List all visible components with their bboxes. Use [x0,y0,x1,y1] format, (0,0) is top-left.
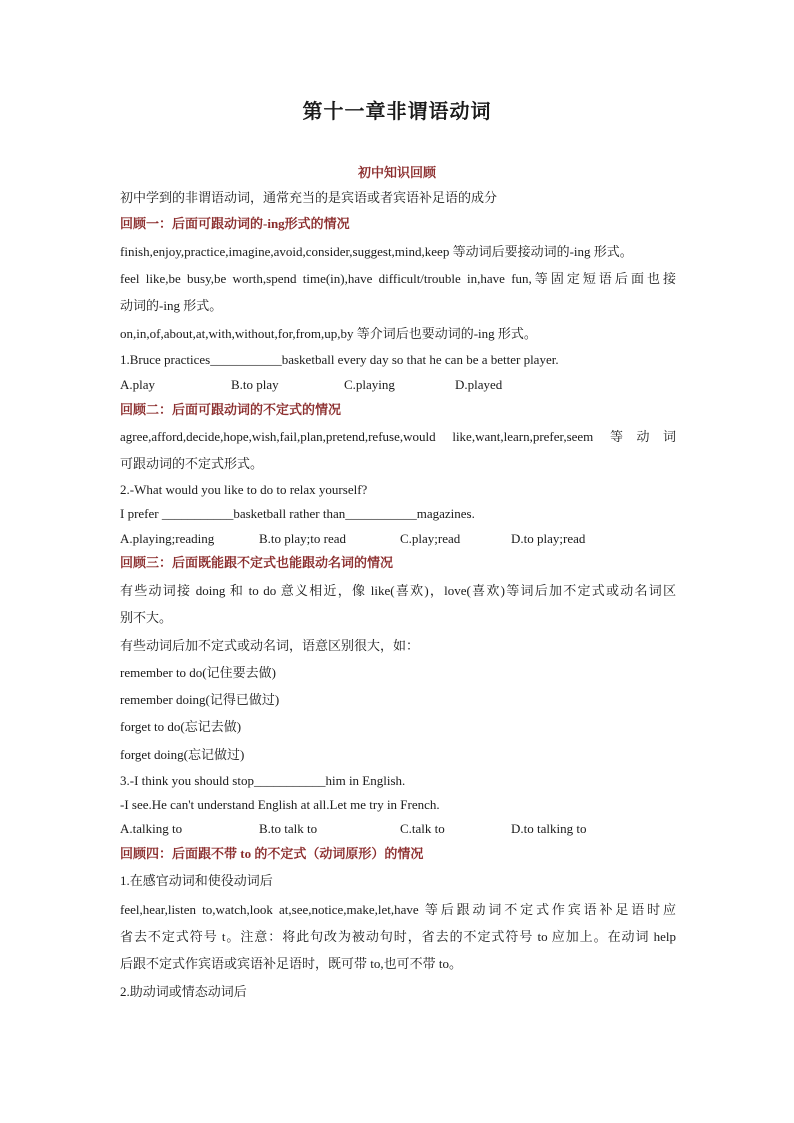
option-a: A.talking to [120,821,183,836]
review4-subsection-2: 2.助动词或情态动词后 [120,984,247,999]
option-d: D.to talking to [511,821,587,836]
review3-paragraph-1b: 别不大。 [120,610,173,625]
option-b: B.to talk to [259,821,318,836]
review1-paragraph-1: finish,enjoy,practice,imagine,avoid,consider,suggest,mind,keep 等动词后要接动词的-ing 形式。 [120,244,633,259]
review2-paragraph-1b: 可跟动词的不定式形式。 [120,456,264,471]
option-c: C.play;read [400,531,461,546]
option-b: B.to play [231,377,279,392]
option-d: D.played [455,377,503,392]
review2-paragraph-1a: agree,afford,decide,hope,wish,fail,plan,pretend,refuse,would like,want,learn,prefer,seem 等动词 [120,429,676,444]
question-3-reply: -I see.He can't understand English at all.Let me try in French. [120,797,440,812]
question-2-prompt: 2.-What would you like to do to relax yourself? [120,482,368,497]
question-2-sentence: I prefer ___________basketball rather than___________magazines. [120,506,475,521]
review3-paragraph-2: 有些动词后加不定式或动名词，语意区别很大，如： [120,638,420,653]
question-3-prompt: 3.-I think you should stop___________him in English. [120,773,406,788]
example-2: remember doing(记得已做过) [120,692,280,707]
option-a: A.playing;reading [120,531,215,546]
example-1: remember to do(记住要去做) [120,665,276,680]
question-1: 1.Bruce practices___________basketball every day so that he can be a better player. [120,352,559,367]
review2-heading: 回顾二：后面可跟动词的不定式的情况 [120,402,342,417]
review4-heading: 回顾四：后面跟不带 to 的不定式（动词原形）的情况 [120,846,424,861]
intro-text: 初中学到的非谓语动词，通常充当的是宾语或者宾语补足语的成分 [120,190,498,205]
chapter-title: 第十一章非谓语动词 [302,101,492,123]
review1-paragraph-2a: feel like,be busy,be worth,spend time(in),have difficult/trouble in,have fun,等固定短语后面也接 [120,271,676,286]
example-4: forget doing(忘记做过) [120,747,245,762]
option-c: C.talk to [400,821,445,836]
review1-heading: 回顾一：后面可跟动词的-ing形式的情况 [120,216,350,231]
review1-paragraph-2b: 动词的-ing 形式。 [120,298,223,313]
review4-paragraph-1c: 后跟不定式作宾语或宾语补足语时，既可带 to,也可不带 to。 [120,956,462,971]
review4-paragraph-1b: 省去不定式符号 t。注意：将此句改为被动句时，省去的不定式符号 to 应加上。在动词 help [120,929,676,944]
review1-paragraph-3: on,in,of,about,at,with,without,for,from,up,by 等介词后也要动词的-ing 形式。 [120,326,537,341]
option-c: C.playing [344,377,395,392]
example-3: forget to do(忘记去做) [120,719,242,734]
review3-paragraph-1a: 有些动词接 doing 和 to do 意义相近，像 like(喜欢)，love(喜欢)等词后加不定式或动名词区 [120,583,676,598]
option-b: B.to play;to read [259,531,347,546]
option-a: A.play [120,377,156,392]
option-d: D.to play;read [511,531,586,546]
review4-subsection-1: 1.在感官动词和使役动词后 [120,873,273,888]
section-subtitle: 初中知识回顾 [357,165,436,180]
review4-paragraph-1a: feel,hear,listen to,watch,look at,see,notice,make,let,have 等后跟动词不定式作宾语补足语时应 [120,902,676,917]
review3-heading: 回顾三：后面既能跟不定式也能跟动名词的情况 [120,555,394,570]
